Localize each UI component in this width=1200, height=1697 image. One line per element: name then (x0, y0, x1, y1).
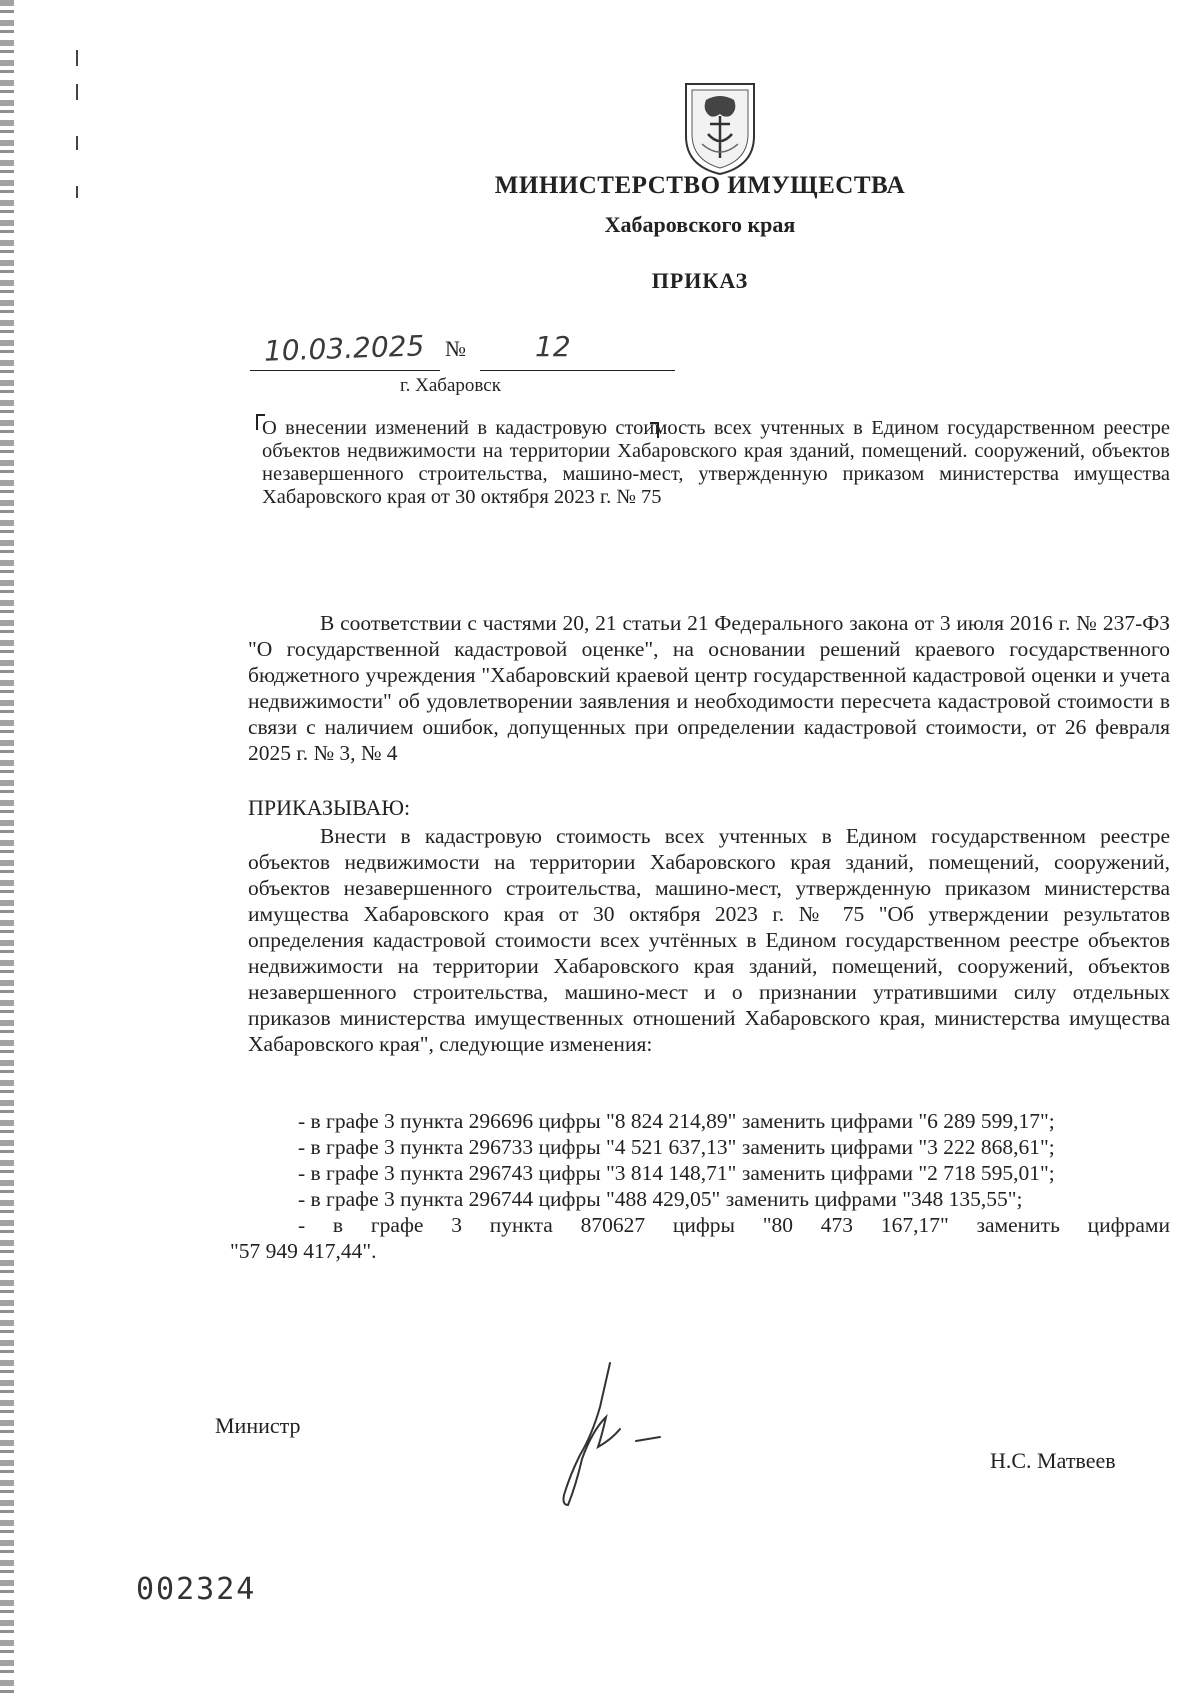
changes-list (230, 1108, 1170, 1264)
change-item: - в графе 3 пункта 296744 цифры "488 429,05" заменить цифрами "348 135,55"; (298, 1187, 1023, 1211)
change-item: - в графе 3 пункта 296743 цифры "3 814 148,71" заменить цифрами "2 718 595,01"; (298, 1161, 1055, 1185)
document-code: 002324 (136, 1572, 257, 1607)
order-subject: О внесении изменений в кадастровую стоимость всех учтенных в Едином государственном реестре объектов недвижимости на территории Хабаровского края зданий, помещений. сооружений, объектов незавершенного строительства, машино-мест, утвержденную приказом министерства имущества Хабаровского края от 30 октября 2023 г. № 75 (262, 417, 1170, 508)
handwritten-date: 10.03.2025 (263, 329, 425, 368)
legal-basis-paragraph: В соответствии с частями 20, 21 статьи 21 Федерального закона от 3 июля 2016 г. № 237-ФЗ "О государственной кадастровой оценке", на основании решений краевого государственного бюджетного учреждения "Хабаровский краевой центр государственной кадастровой оценки и учета недвижимости" об удовлетворении заявления и необходимости пересчета кадастровой стоимости в связи с наличием ошибок, допущенных при определении кадастровой стоимости, от 26 февраля 2025 г. № 3, № 4 (248, 611, 1170, 765)
number-underline (480, 370, 675, 371)
number-sign: № (445, 336, 466, 361)
signer-title: Министр (215, 1413, 301, 1438)
scan-edge (0, 0, 14, 1697)
instruction-paragraph: Внести в кадастровую стоимость всех учтенных в Едином государственном реестре объектов недвижимости на территории Хабаровского края зданий, помещений, сооружений, объектов незавершенного строительства, машино-мест, утвержденную приказом министерства имущества Хабаровского края от 30 октября 2023 г. № 75 "Об утверждении результатов определения кадастровой стоимости всех учтённых в Едином государственном реестре объектов недвижимости на территории Хабаровского края зданий, помещений, сооружений, объектов незавершенного строительства, машино-мест и о признании утратившими силу отдельных приказов министерства имущественных отношений Хабаровского края, министерства имущества Хабаровского края", следующие изменения: (248, 824, 1170, 1056)
date-underline (250, 370, 440, 371)
change-item: - в графе 3 пункта 296733 цифры "4 521 637,13" заменить цифрами "3 222 868,61"; (298, 1135, 1055, 1159)
document-type: ПРИКАЗ (651, 268, 749, 293)
ministry-region: Хабаровского края (604, 212, 796, 237)
ministry-title: МИНИСТЕРСТВО ИМУЩЕСТВА (494, 172, 906, 199)
city: г. Хабаровск (400, 375, 501, 396)
signer-name: Н.С. Матвеев (990, 1448, 1116, 1473)
handwritten-number: 12 (535, 330, 571, 363)
coat-of-arms-emblem (680, 78, 760, 178)
handwritten-signature (540, 1355, 680, 1525)
change-item: - в графе 3 пункта 870627 цифры "80 473 167,17" заменить цифрами (298, 1213, 1170, 1237)
change-item-continuation: "57 949 417,44". (230, 1239, 377, 1263)
change-item: - в графе 3 пункта 296696 цифры "8 824 214,89" заменить цифрами "6 289 599,17"; (298, 1109, 1055, 1133)
registration-line (250, 329, 680, 378)
order-word: ПРИКАЗЫВАЮ: (248, 795, 411, 820)
